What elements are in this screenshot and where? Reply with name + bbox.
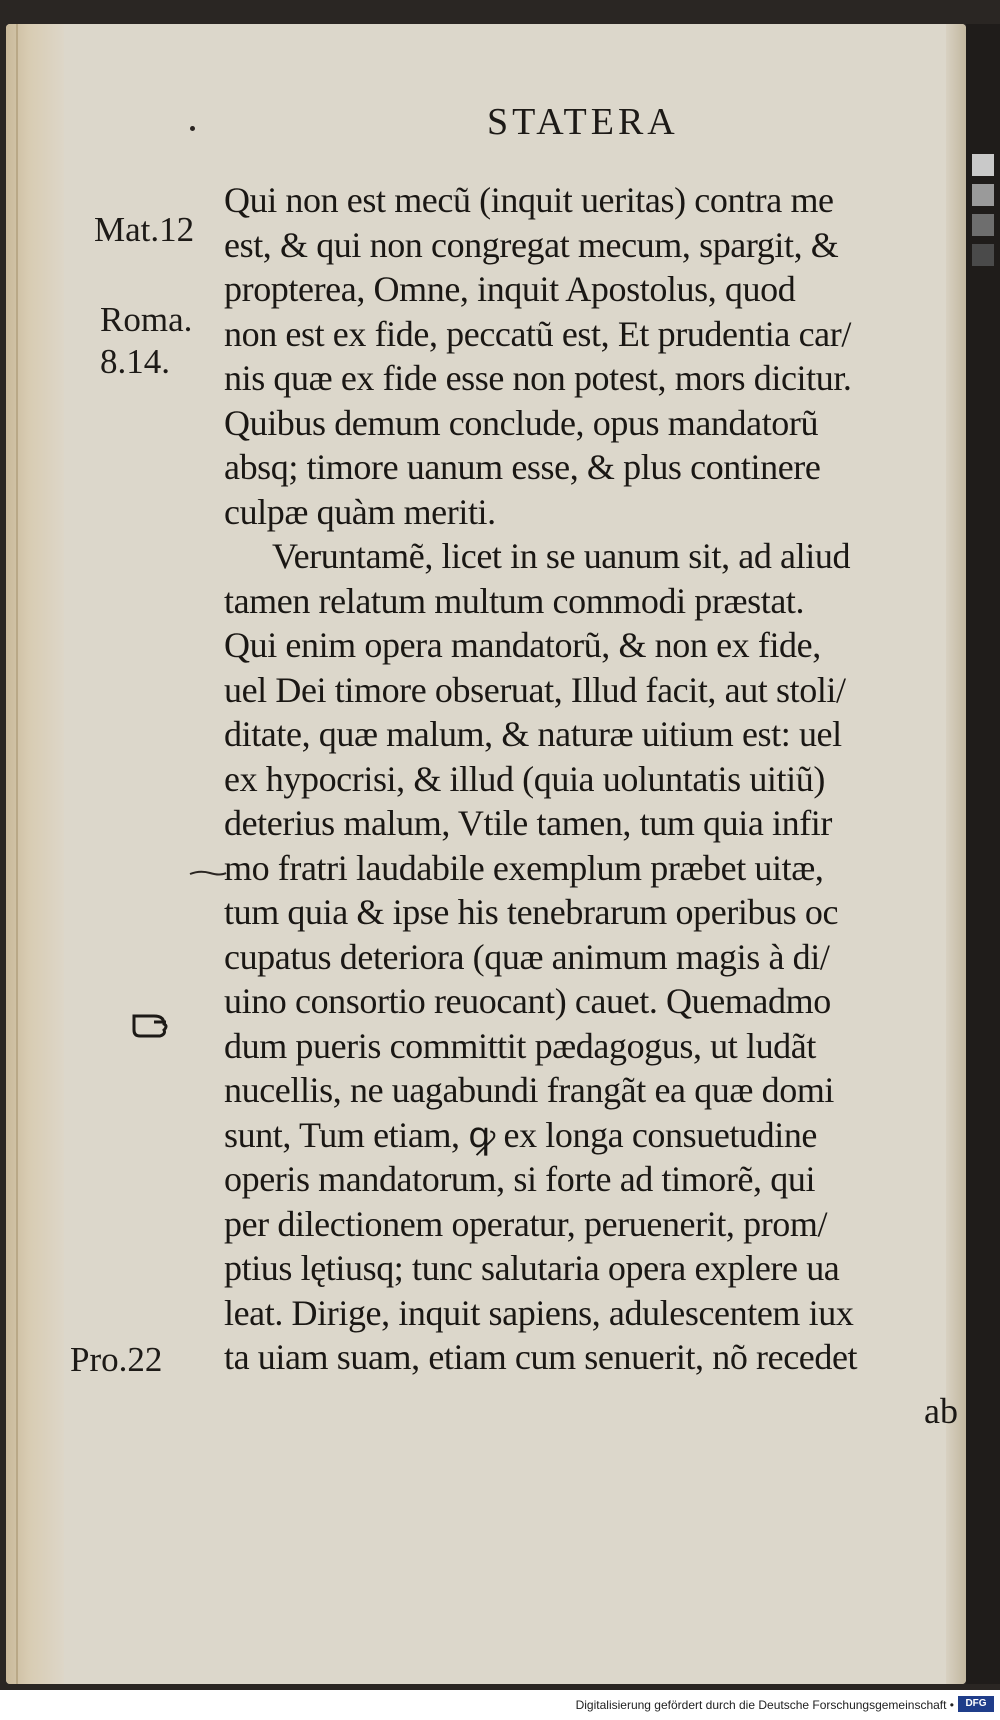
text-line: propterea, Omne, inquit Apostolus, quod xyxy=(224,269,796,309)
dfg-logo: DFG xyxy=(958,1696,994,1712)
page-edge-left xyxy=(6,24,64,1684)
text-line: cupatus deteriora (quæ animum magis à di/ xyxy=(224,936,830,977)
text-line: Qui non est mecũ (inquit ueritas) contra me xyxy=(224,180,834,220)
color-patch xyxy=(972,154,994,176)
text-line: est, & qui non congregat mecum, spargit, & xyxy=(224,224,839,265)
text-line: uino consortio reuocant) cauet. Quemadmo xyxy=(224,981,831,1021)
text-line: sunt, Tum etiam, ꝙ ex longa consuetudine xyxy=(224,1114,817,1155)
marginal-note-mat: Mat.12 xyxy=(94,210,195,249)
text-line: ditate, quæ malum, & naturæ uitium est: uel xyxy=(224,714,842,754)
text-line: non est ex fide, peccatũ est, Et prudentia car/ xyxy=(224,313,851,354)
text-line: mo fratri laudabile exemplum præbet uitæ, xyxy=(224,847,824,888)
text-line: nis quæ ex fide esse non potest, mors dicitur. xyxy=(224,358,852,398)
text-line: dum pueris committit pædagogus, ut ludãt xyxy=(224,1025,816,1066)
marginal-note-roma: Roma. xyxy=(100,300,193,339)
catchword: ab xyxy=(924,1391,958,1431)
text-line: nucellis, ne uagabundi frangãt ea quæ domi xyxy=(224,1070,835,1110)
scan-edge xyxy=(966,24,1000,1684)
body-text xyxy=(224,178,969,1380)
text-line: Quibus demum conclude, opus mandatorũ xyxy=(224,402,819,443)
text-line: uel Dei timore obseruat, Illud facit, aut stoli/ xyxy=(224,669,846,710)
text-line: tum quia & ipse his tenebrarum operibus oc xyxy=(224,892,839,932)
text-line: Veruntamẽ, licet in se uanum sit, ad aliud xyxy=(272,536,851,576)
text-line: leat. Dirige, inquit sapiens, adulescentem iux xyxy=(224,1292,854,1333)
running-head: STATERA xyxy=(487,101,679,143)
marginal-dash-mark xyxy=(188,868,228,878)
text-line: ex hypocrisi, & illud (quia uoluntatis uitiũ) xyxy=(224,758,825,799)
color-patch xyxy=(972,244,994,266)
footer-bar xyxy=(0,1690,1000,1720)
marginal-note-roma-ref: 8.14. xyxy=(100,342,170,381)
text-line: absq; timore uanum esse, & plus continere xyxy=(224,447,821,487)
marginal-note-pro: Pro.22 xyxy=(70,1340,163,1379)
color-patch xyxy=(972,214,994,236)
text-line: tamen relatum multum commodi præstat. xyxy=(224,580,805,621)
text-line: ptius lętiusq; tunc salutaria opera explere ua xyxy=(224,1248,840,1288)
ink-dot xyxy=(190,126,195,131)
text-line: culpæ quàm meriti. xyxy=(224,491,496,532)
text-line: Qui enim opera mandatorũ, & non ex fide, xyxy=(224,625,821,665)
text-line: deterius malum, Vtile tamen, tum quia infir xyxy=(224,803,833,843)
text-line: ta uiam suam, etiam cum senuerit, nõ recedet xyxy=(224,1337,858,1377)
manicule-icon xyxy=(130,1008,170,1046)
text-line: per dilectionem operatur, peruenerit, prom/ xyxy=(224,1203,828,1244)
footer-credit: Digitalisierung gefördert durch die Deutsche Forschungsgemeinschaft • xyxy=(575,1698,954,1712)
text-line: operis mandatorum, si forte ad timorẽ, qui xyxy=(224,1159,816,1199)
color-patch xyxy=(972,184,994,206)
